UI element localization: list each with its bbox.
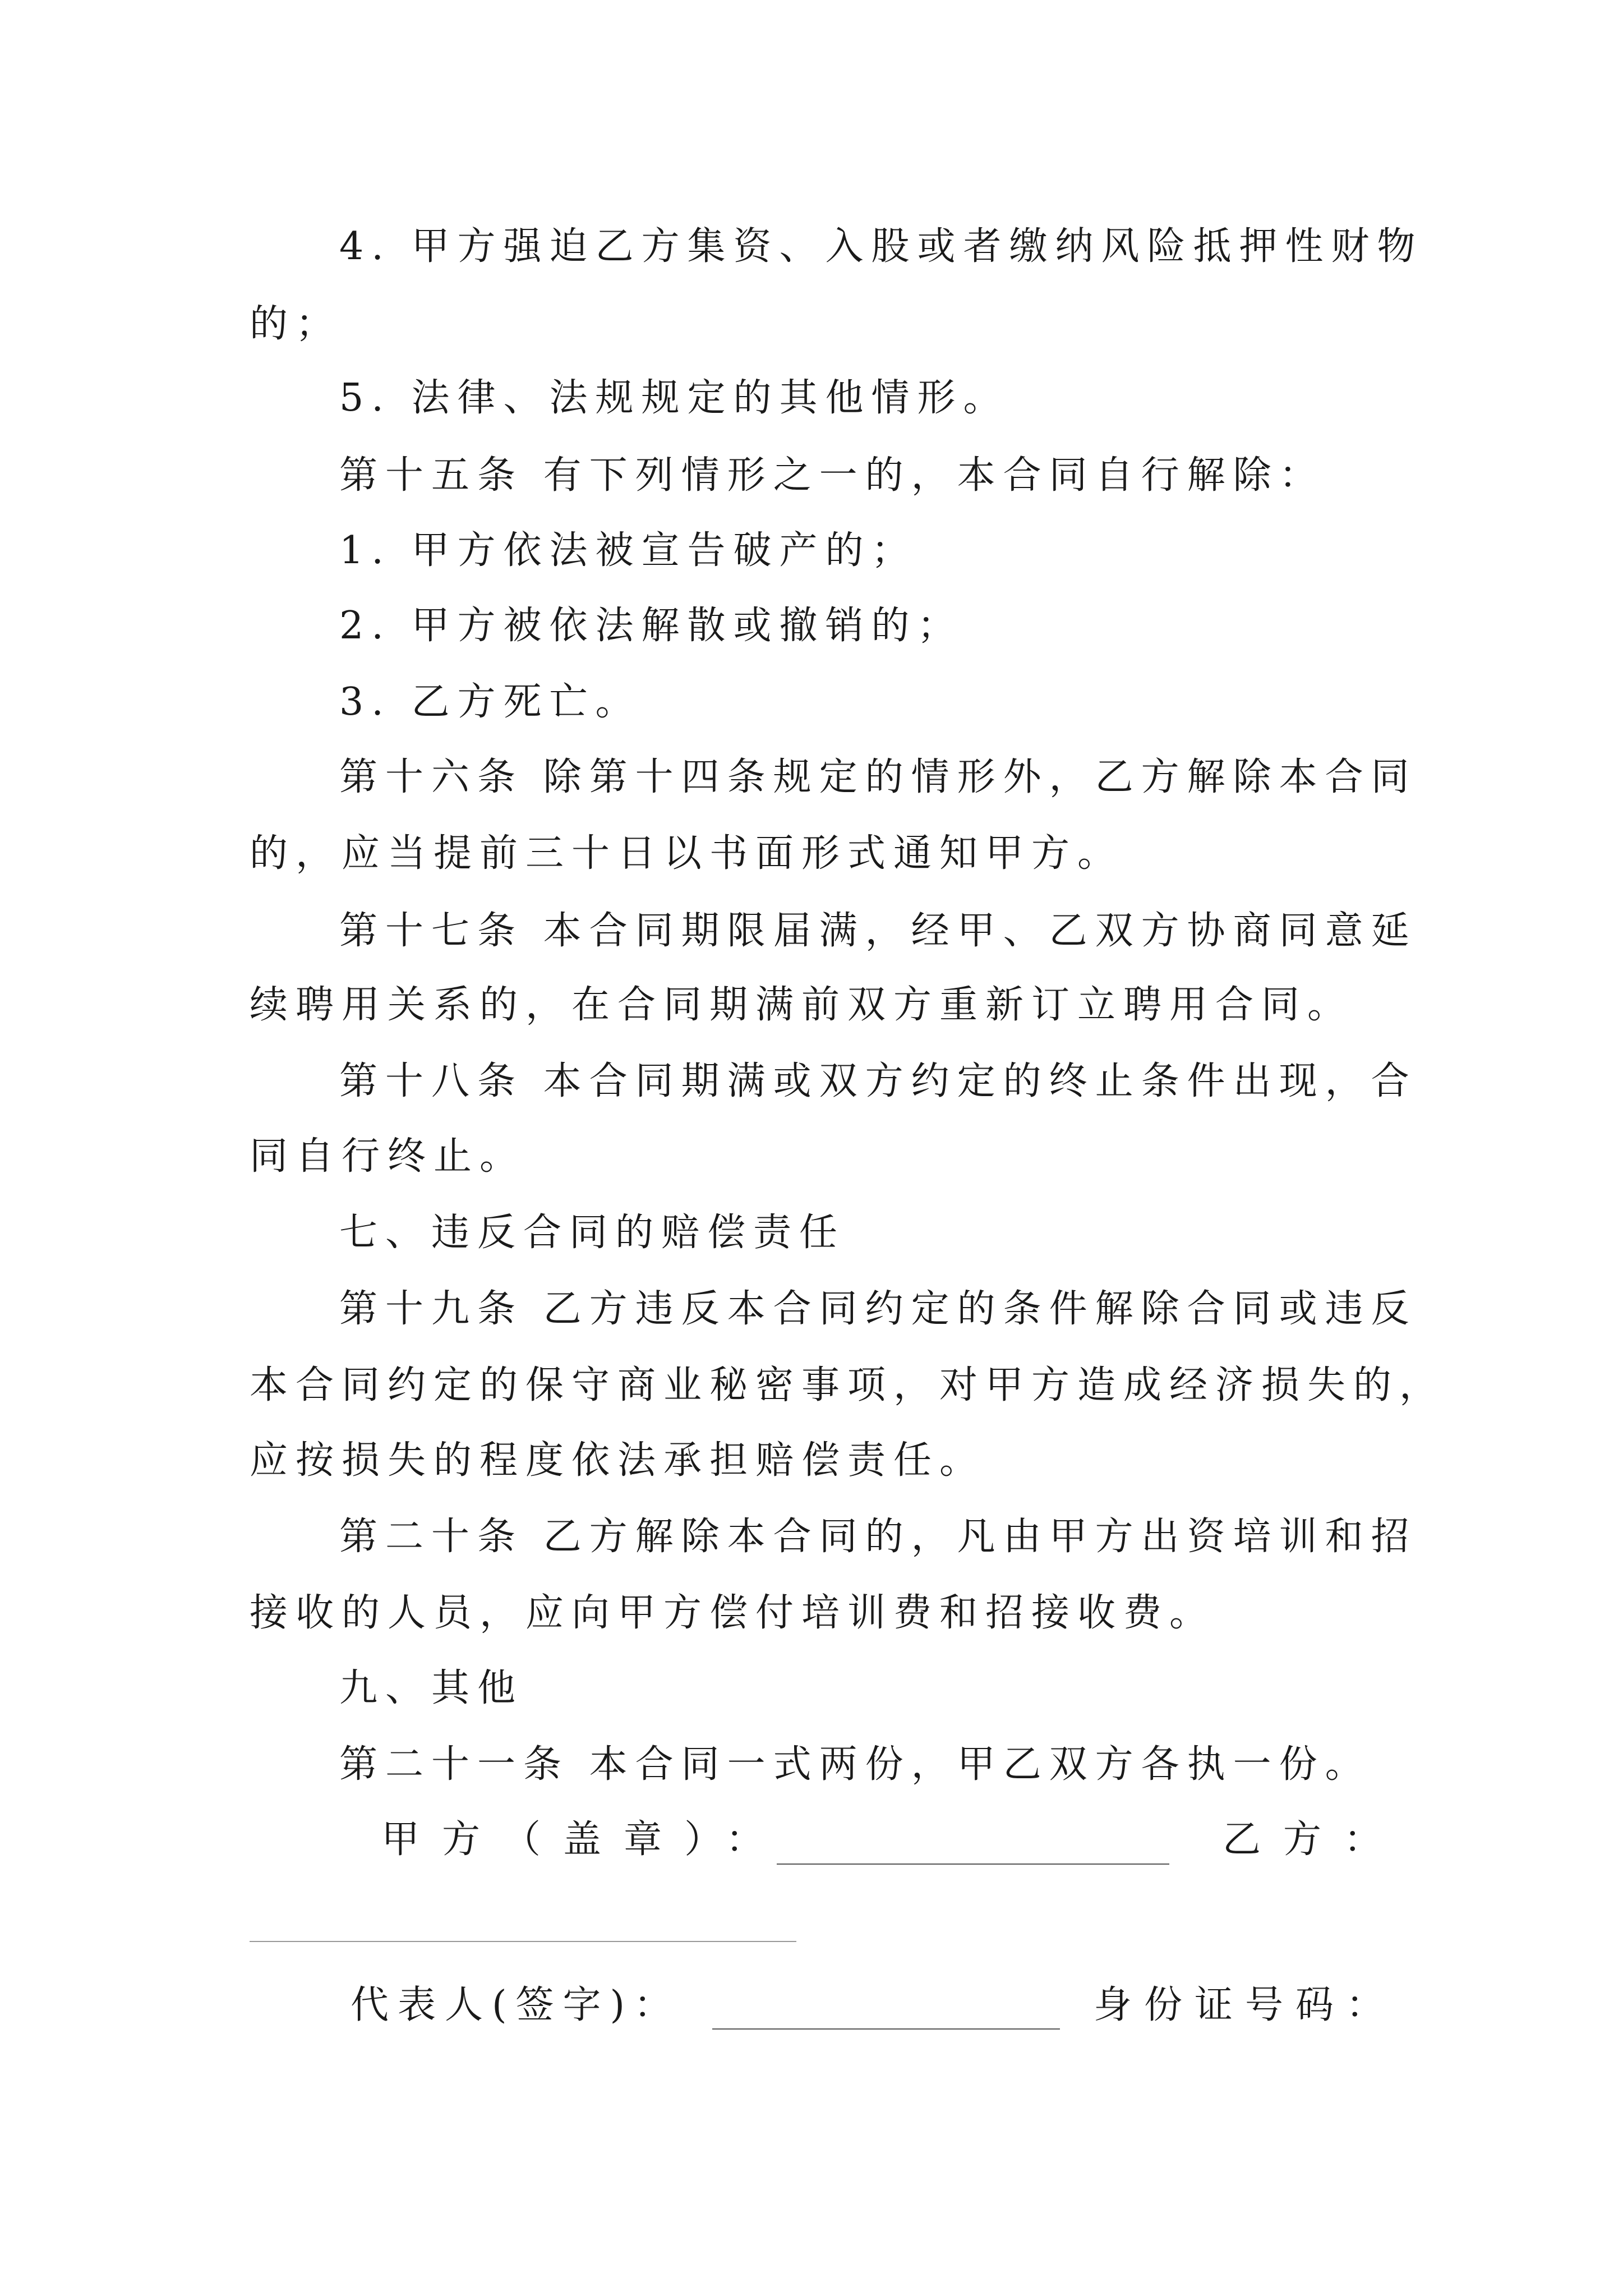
section-heading: 七、违反合同的赔偿责任 [339, 1211, 846, 1255]
paragraph-line: 接收的人员，应向甲方偿付培训费和招接收费。 [250, 1591, 1216, 1635]
paragraph-line: 同自行终止。 [250, 1134, 526, 1179]
paragraph-line: 1. 甲方依法被宣告破产的； [339, 528, 917, 573]
paragraph-line: 第二十条 乙方解除本合同的，凡由甲方出资培训和招 [339, 1515, 1417, 1559]
representative-signature-label: 代表人(签字)： [351, 1983, 681, 2027]
party-b-label: 乙方： [1223, 1818, 1405, 1862]
paragraph-line: 第十六条 除第十四条规定的情形外，乙方解除本合同 [339, 755, 1417, 799]
paragraph-line: 3. 乙方死亡。 [339, 680, 642, 724]
paragraph-line: 第十九条 乙方违反本合同约定的条件解除合同或违反 [339, 1287, 1417, 1331]
party-b-blank[interactable] [250, 1941, 796, 1942]
representative-signature-blank[interactable] [712, 2028, 1060, 2030]
paragraph-line: 2. 甲方被依法解散或撤销的； [339, 604, 963, 648]
paragraph-line: 第二十一条 本合同一式两份，甲乙双方各执一份。 [339, 1742, 1371, 1787]
party-a-seal-label: 甲方（盖章）： [381, 1818, 787, 1862]
section-heading: 九、其他 [339, 1666, 524, 1710]
party-a-seal-blank[interactable] [777, 1864, 1169, 1865]
paragraph-line: 本合同约定的保守商业秘密事项，对甲方造成经济损失的， [250, 1363, 1446, 1407]
paragraph-line: 4. 甲方强迫乙方集资、入股或者缴纳风险抵押性财物 [339, 224, 1423, 269]
paragraph-line: 第十七条 本合同期限届满，经甲、乙双方协商同意延 [339, 909, 1417, 953]
article-heading-line: 第十五条 有下列情形之一的，本合同自行解除： [339, 453, 1325, 498]
paragraph-line: 应按损失的程度依法承担赔偿责任。 [250, 1438, 986, 1483]
paragraph-line: 的； [250, 302, 342, 346]
paragraph-line: 第十八条 本合同期满或双方约定的终止条件出现，合 [339, 1059, 1417, 1103]
id-number-label: 身份证号码： [1094, 1983, 1397, 2027]
paragraph-line: 5. 法律、法规规定的其他情形。 [339, 376, 1009, 420]
paragraph-line: 续聘用关系的，在合同期满前双方重新订立聘用合同。 [250, 983, 1354, 1027]
paragraph-line: 的，应当提前三十日以书面形式通知甲方。 [250, 831, 1124, 876]
